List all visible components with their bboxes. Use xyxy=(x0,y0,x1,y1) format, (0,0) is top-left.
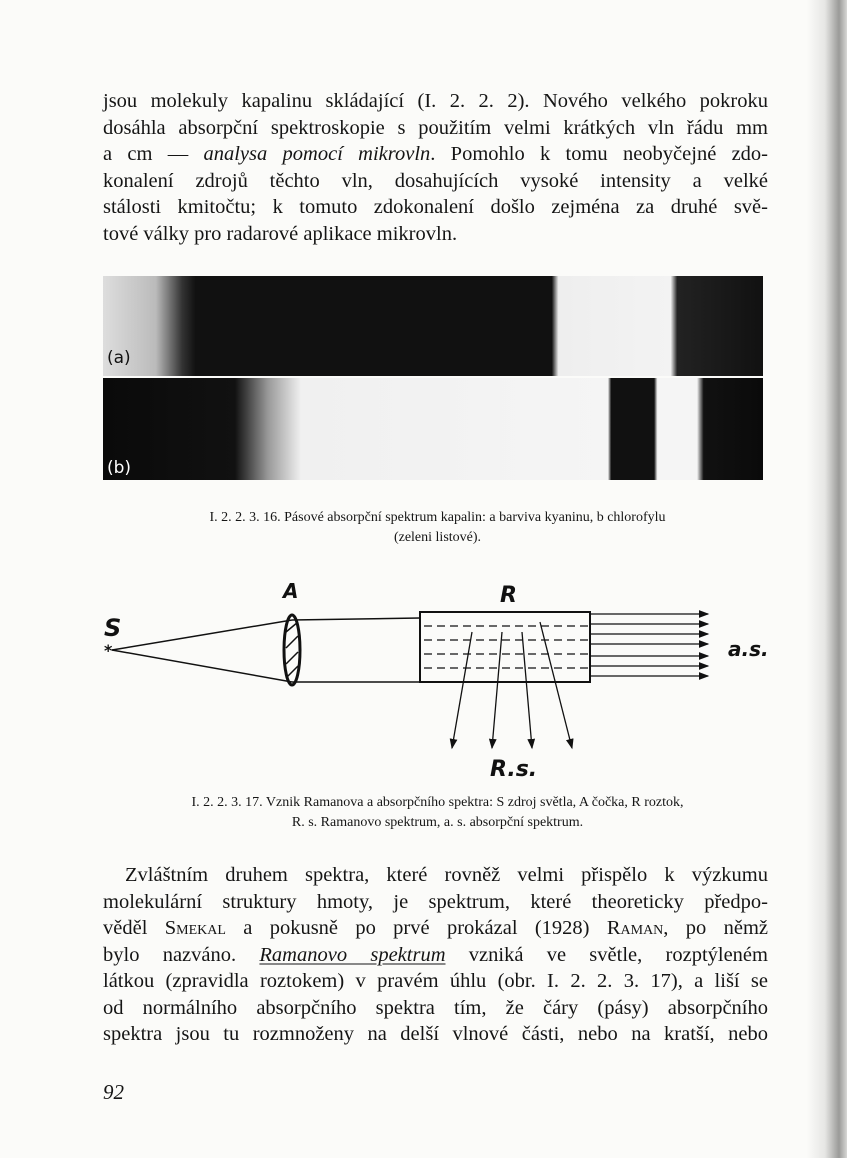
paragraph-microwave xyxy=(103,88,768,247)
label-b: (b) xyxy=(107,458,132,478)
italic-term: analysa pomocí mikrovln xyxy=(203,143,431,165)
text-line: Zvláštním druhem spektra, které rovněž velmi přispělo k výzkumu xyxy=(125,864,768,886)
caption-line: R. s. Ramanovo spektrum, a. s. absorpční spektrum. xyxy=(291,815,584,830)
paragraph-raman xyxy=(103,862,768,1048)
text: vzniká ve světle, rozptýleném xyxy=(445,943,768,966)
italic-term: Ramanovo spektrum xyxy=(259,943,446,966)
text-line: dosáhla absorpční spektroskopie s použitím velmi krátkých vln řádu mm xyxy=(103,116,768,139)
spectrum-photo-a xyxy=(103,276,763,376)
caption-line: I. 2. 2. 3. 17. Vznik Ramanova a absorpčního spektra: S zdroj světla, A čočka, R roztok, xyxy=(191,795,684,810)
ray xyxy=(112,620,292,650)
raman-scattered-rays xyxy=(452,622,572,748)
caption-line: (zeleni listové). xyxy=(393,530,482,545)
label-S: S xyxy=(104,614,122,642)
text: a pokusně po prvé prokázal (1928) xyxy=(225,917,607,939)
text-line: stálosti kmitočtu; k tomuto zdokonalení došlo zejména za druhé svě- xyxy=(103,196,768,218)
label-A: A xyxy=(283,579,299,603)
name-raman: Raman xyxy=(606,917,664,939)
label-R: R xyxy=(500,583,517,608)
text-line xyxy=(103,942,768,969)
figure-16-caption xyxy=(100,508,775,548)
ray xyxy=(112,650,292,682)
caption-line: I. 2. 2. 3. 16. Pásové absorpční spektrum kapalin: a barviva kyaninu, b chlorofylu xyxy=(209,510,666,525)
raman-diagram xyxy=(0,570,847,785)
label-as: a.s. xyxy=(728,637,769,661)
text-line: jsou molekuly kapalinu skládající (I. 2. 2. 2). Nového velkého pokroku xyxy=(103,90,768,112)
figure-17-caption xyxy=(100,793,775,833)
spectrum-photo-b xyxy=(103,378,763,480)
absorption-rays xyxy=(590,614,708,676)
page-number: 92 xyxy=(103,1080,124,1104)
label-Rs: R.s. xyxy=(490,757,538,782)
text: a cm — xyxy=(103,143,204,165)
text-line xyxy=(103,915,768,942)
text-line: tové války pro radarové aplikace mikrovln. xyxy=(103,222,458,245)
text: bylo nazváno. xyxy=(103,943,260,966)
lens xyxy=(284,615,300,685)
text-line: od normálního absorpčního spektra tím, že čáry (pásy) absorpčního xyxy=(103,996,768,1019)
text-line: látkou (zpravidla roztokem) v pravém úhlu (obr. I. 2. 2. 3. 17), a liší se xyxy=(103,970,768,992)
ray xyxy=(292,618,420,620)
text-line: molekulární struktury hmoty, je spektrum, které theoreticky předpo- xyxy=(103,890,768,913)
text: věděl xyxy=(103,917,165,939)
text: , po němž xyxy=(663,917,768,939)
source-mark: * xyxy=(104,641,113,660)
text: . Pomohlo k tomu neobyčejné zdo- xyxy=(430,143,768,165)
label-a: (a) xyxy=(107,348,131,368)
text-line: konalení zdrojů těchto vln, dosahujících vysoké intensity a velké xyxy=(103,169,768,192)
solution-cell xyxy=(420,612,590,682)
text-line: spektra jsou tu rozmnoženy na delší vlnové části, nebo na kratší, nebo xyxy=(103,1023,768,1045)
name-smekal: Smekal xyxy=(164,917,226,939)
text-line xyxy=(103,141,768,168)
